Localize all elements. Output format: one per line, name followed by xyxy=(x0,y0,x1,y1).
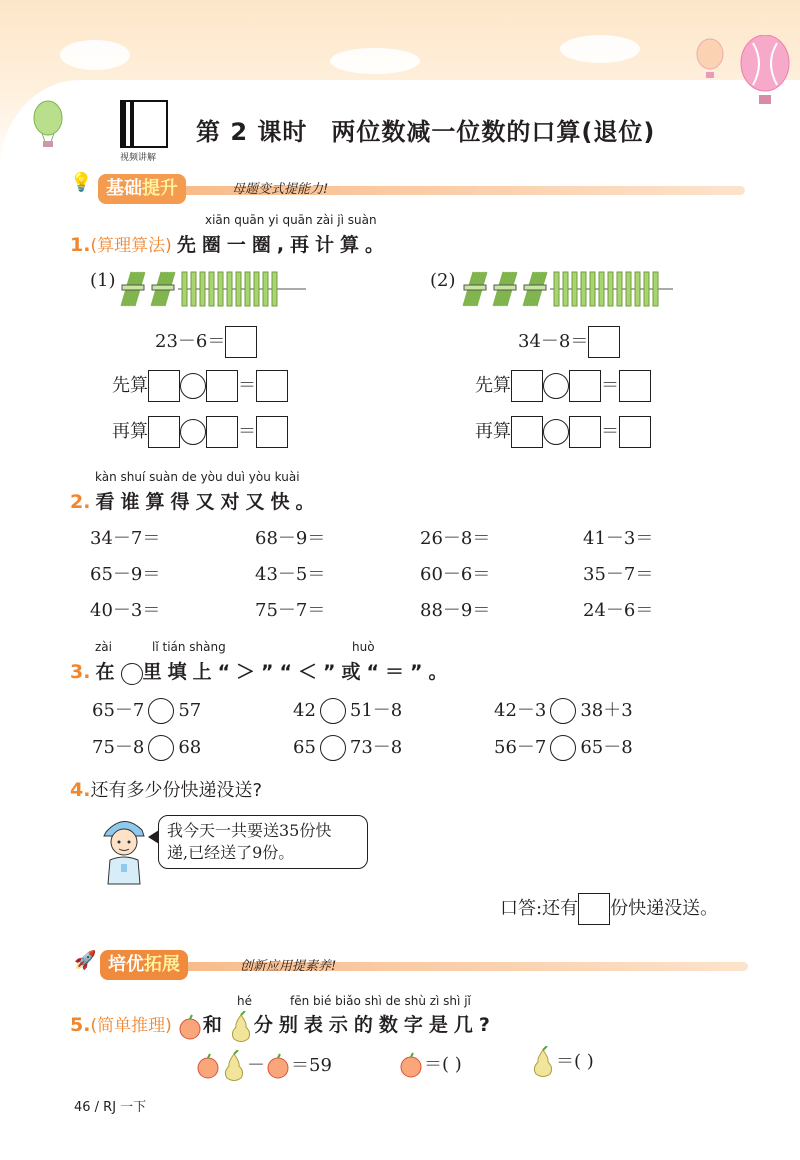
q3-comparison: 65－7 57 xyxy=(92,696,201,724)
compare-circle[interactable] xyxy=(320,698,346,724)
counting-stick[interactable] xyxy=(200,272,205,306)
operator-circle[interactable] xyxy=(543,373,569,399)
q3-comparison: 75－8 68 xyxy=(92,733,201,761)
apple-icon xyxy=(195,1053,221,1079)
q2-text: 看谁算得又对又快。 xyxy=(95,491,321,513)
answer-box[interactable] xyxy=(569,416,601,448)
compare-circle[interactable] xyxy=(320,735,346,761)
rocket-icon: 🚀 xyxy=(74,950,97,971)
counting-stick[interactable] xyxy=(236,272,241,306)
pear-icon xyxy=(221,1050,247,1082)
answer-box[interactable] xyxy=(256,370,288,402)
qr-code[interactable] xyxy=(120,100,168,148)
q1-part2-equation: 34－8＝ xyxy=(518,326,620,358)
q2-expression[interactable]: 60－6＝ xyxy=(420,564,491,585)
counting-stick[interactable] xyxy=(227,272,232,306)
counting-stick[interactable] xyxy=(182,272,187,306)
apple-icon xyxy=(177,1014,203,1040)
q2-expression[interactable]: 24－6＝ xyxy=(583,600,654,621)
section-basic-label: 基础提升 xyxy=(98,174,186,204)
q3-heading: 3. 在 里填上“＞”“＜”或“＝”。 xyxy=(70,661,454,683)
counting-stick[interactable] xyxy=(554,272,559,306)
counting-stick[interactable] xyxy=(626,272,631,306)
q5-apple-answer[interactable]: ＝( ) xyxy=(398,1050,462,1078)
q1-part1-sticks xyxy=(118,268,308,310)
operator-circle[interactable] xyxy=(543,419,569,445)
answer-box[interactable] xyxy=(148,416,180,448)
counting-stick[interactable] xyxy=(572,272,577,306)
stick-bundle[interactable] xyxy=(464,272,486,306)
q5-equation: － ＝59 xyxy=(195,1050,332,1082)
q3-comparison: 56－7 65－8 xyxy=(494,733,633,761)
delivery-boy-illustration xyxy=(96,812,152,886)
stick-bundle[interactable] xyxy=(122,272,144,306)
lesson-number: 第 2 课时 xyxy=(196,118,308,146)
q3-comparison: 42 51－8 xyxy=(293,696,402,724)
counting-stick[interactable] xyxy=(608,272,613,306)
q1-pinyin: xiān quān yi quān zài jì suàn xyxy=(205,213,377,227)
q1-part1-label: (1) xyxy=(90,270,116,291)
answer-box[interactable] xyxy=(569,370,601,402)
answer-box[interactable] xyxy=(148,370,180,402)
q1-part1-first-step: 先算 ＝ xyxy=(112,370,288,402)
q5-pinyin-a: hé xyxy=(237,994,252,1008)
answer-box[interactable] xyxy=(206,370,238,402)
answer-box[interactable] xyxy=(225,326,257,358)
counting-stick[interactable] xyxy=(590,272,595,306)
q2-pinyin: kàn shuí suàn de yòu duì yòu kuài xyxy=(95,470,300,484)
counting-stick[interactable] xyxy=(209,272,214,306)
compare-circle[interactable] xyxy=(550,698,576,724)
q2-expression[interactable]: 43－5＝ xyxy=(255,564,326,585)
speech-bubble: 我今天一共要送35份快 递,已经送了9份。 xyxy=(158,815,368,869)
counting-stick[interactable] xyxy=(653,272,658,306)
q5-heading: 5.(简单推理) 和 分别表示的数字是几? xyxy=(70,1010,496,1043)
section-advanced-subtitle: 创新应用提素养! xyxy=(240,959,337,974)
page-footer: 46 / RJ 一下 xyxy=(74,1100,147,1115)
stick-bundle[interactable] xyxy=(494,272,516,306)
q2-expression[interactable]: 34－7＝ xyxy=(90,528,161,549)
q1-part2-first-step: 先算 ＝ xyxy=(475,370,651,402)
qr-caption: 视频讲解 xyxy=(120,153,157,163)
q1-heading: 1.(算理算法) 先圈一圈,再计算。 xyxy=(70,234,391,256)
q3-pinyin-c: huò xyxy=(352,640,375,654)
lesson-title: 两位数减一位数的口算(退位) xyxy=(331,118,656,146)
section-advanced-label: 培优拓展 xyxy=(100,950,188,980)
q2-expression[interactable]: 88－9＝ xyxy=(420,600,491,621)
answer-box[interactable] xyxy=(619,370,651,402)
answer-box[interactable] xyxy=(588,326,620,358)
counting-stick[interactable] xyxy=(581,272,586,306)
pear-icon xyxy=(530,1046,556,1078)
q3-pinyin-a: zài xyxy=(95,640,112,654)
q5-pear-answer[interactable]: ＝( ) xyxy=(530,1046,594,1078)
q1-text: 先圈一圈,再计算。 xyxy=(176,234,391,256)
answer-box[interactable] xyxy=(511,370,543,402)
q2-heading: 2. 看谁算得又对又快。 xyxy=(70,491,321,513)
q3-pinyin-b: lǐ tián shàng xyxy=(152,640,226,654)
answer-box[interactable] xyxy=(206,416,238,448)
counting-stick[interactable] xyxy=(617,272,622,306)
section-bar xyxy=(120,962,748,971)
pear-icon xyxy=(228,1011,254,1043)
operator-circle[interactable] xyxy=(180,373,206,399)
q3-comparison: 65 73－8 xyxy=(293,733,402,761)
q2-expression[interactable]: 40－3＝ xyxy=(90,600,161,621)
counting-stick[interactable] xyxy=(599,272,604,306)
q2-expression[interactable]: 26－8＝ xyxy=(420,528,491,549)
counting-stick[interactable] xyxy=(563,272,568,306)
apple-icon xyxy=(265,1053,291,1079)
operator-circle[interactable] xyxy=(180,419,206,445)
counting-stick[interactable] xyxy=(191,272,196,306)
stick-bundle[interactable] xyxy=(152,272,174,306)
cloud-decoration xyxy=(330,48,420,74)
lightbulb-icon: 💡 xyxy=(70,172,93,193)
balloon-icon xyxy=(30,100,70,150)
q1-part1-equation: 23－6＝ xyxy=(155,326,257,358)
q1-part2-second-step: 再算 ＝ xyxy=(475,416,651,448)
section-basic-subtitle: 母题变式提能力! xyxy=(232,182,329,197)
counting-stick[interactable] xyxy=(263,272,268,306)
counting-stick[interactable] xyxy=(272,272,277,306)
q2-expression[interactable]: 65－9＝ xyxy=(90,564,161,585)
q1-part2-label: (2) xyxy=(430,270,456,291)
answer-box[interactable] xyxy=(256,416,288,448)
q5-pinyin-b: fēn bié biǎo shì de shù zì shì jǐ xyxy=(290,994,471,1008)
q3-comparison: 42－3 38＋3 xyxy=(494,696,633,724)
q2-expression[interactable]: 35－7＝ xyxy=(583,564,654,585)
q1-part2-sticks xyxy=(460,268,675,310)
q4-answer: 口答:还有 份快递没送。 xyxy=(500,893,718,925)
cloud-decoration xyxy=(60,40,130,70)
compare-circle[interactable] xyxy=(148,735,174,761)
stick-bundle[interactable] xyxy=(524,272,546,306)
cloud-decoration xyxy=(560,35,640,63)
section-bar xyxy=(120,186,745,195)
q2-expression[interactable]: 68－9＝ xyxy=(255,528,326,549)
counting-stick[interactable] xyxy=(218,272,223,306)
apple-icon xyxy=(398,1052,424,1078)
q4-heading: 4.还有多少份快递没送? xyxy=(70,779,263,801)
compare-circle-icon xyxy=(121,663,143,685)
answer-box[interactable] xyxy=(578,893,610,925)
balloon-icon xyxy=(735,35,795,110)
counting-stick[interactable] xyxy=(635,272,640,306)
counting-stick[interactable] xyxy=(254,272,259,306)
answer-box[interactable] xyxy=(511,416,543,448)
answer-box[interactable] xyxy=(619,416,651,448)
balloon-icon xyxy=(692,38,732,84)
counting-stick[interactable] xyxy=(644,272,649,306)
q2-expression[interactable]: 75－7＝ xyxy=(255,600,326,621)
counting-stick[interactable] xyxy=(245,272,250,306)
q4-text: 还有多少份快递没送? xyxy=(90,780,263,801)
q2-expression[interactable]: 41－3＝ xyxy=(583,528,654,549)
page-title xyxy=(196,112,655,147)
compare-circle[interactable] xyxy=(148,698,174,724)
q1-part1-second-step: 再算 ＝ xyxy=(112,416,288,448)
compare-circle[interactable] xyxy=(550,735,576,761)
